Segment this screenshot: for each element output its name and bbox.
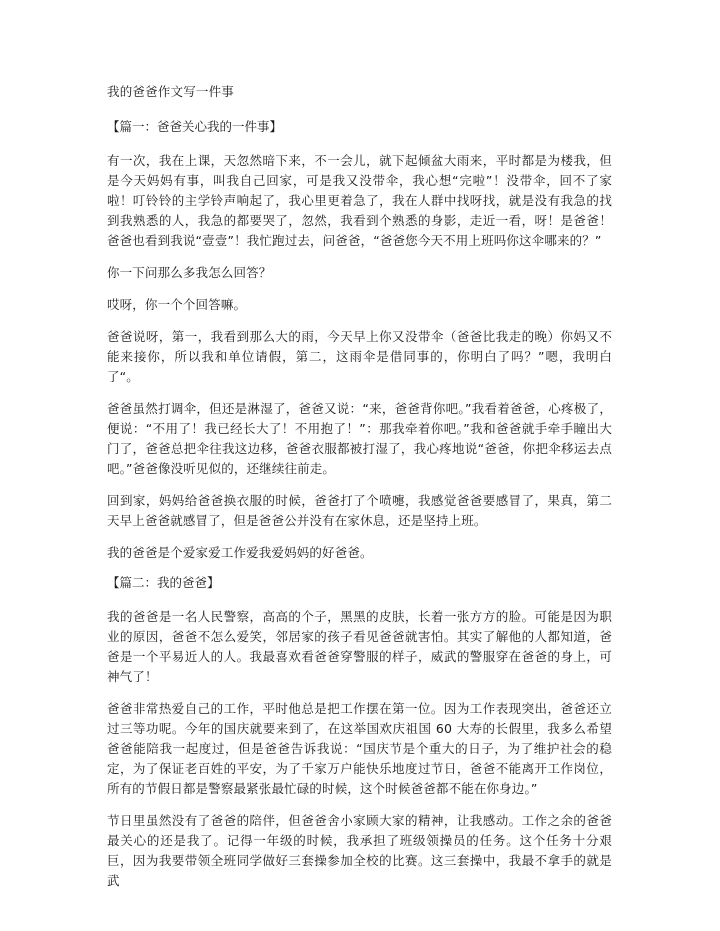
paragraph: 节日里虽然没有了爸爸的陪伴，但爸爸舍小家顾大家的精神，让我感动。工作之余的爸爸最关心的还是我了。记得一年级的时候，我承担了班级领操员的任务。这个任务十分艰巨，因为我要带领全班同学做好三套操参加全校的比赛。这三套操中，我最不拿手的就是武 (107, 813, 612, 888)
paragraph: 哎呀，你一个个回答嘛。 (107, 297, 247, 312)
paragraph: 爸爸说呀，第一，我看到那么大的雨，今天早上你又没带伞（爸爸比我走的晚）你妈又不能来接你，所以我和单位请假，第二，这雨伞是借同事的，你明白了吗？”嗯，我明白了“。 (107, 329, 612, 384)
section-heading: 【篇二：我的爸爸】 (107, 575, 220, 590)
section-2 (107, 575, 612, 891)
paragraph: 有一次，我在上课，天忽然暗下来，不一会儿，就下起倾盆大雨来，平时都是为楼我，但是今天妈妈有事，叫我自己回家，可是我又没带伞，我心想“完啦”！没带伞，回不了家啦！叮铃铃的主学铃声响起了，我心里更着急了，我在人群中找呀找，就是没有我急的找到我熟悉的人，我急的都要哭了，忽然，我看到个熟悉的身影，走近一看，呀！是爸爸！爸爸也看到我说“壹壹”！我忙跑过去，问爸爸，“爸爸您今天不用上班吗你这伞哪来的？” (107, 153, 612, 248)
paragraph: 我的爸爸是个爱家爱工作爱我爱妈妈的好爸爸。 (107, 545, 373, 560)
paragraph: 你一下问那么多我怎么回答？ (107, 265, 272, 280)
section-heading: 【篇一：爸爸关心我的一件事】 (107, 119, 283, 134)
document-title: 我的爸爸作文写一件事 (107, 84, 235, 99)
section-1 (107, 119, 612, 563)
paragraph: 回到家，妈妈给爸爸换衣服的时候，爸爸打了个喷嚏，我感觉爸爸要感冒了，果真，第二天早上爸爸就感冒了，但是爸爸公并没有在家休息，还是坚持上班。 (107, 493, 612, 528)
document-page (107, 84, 612, 903)
paragraph: 爸爸虽然打调伞，但还是淋湿了，爸爸又说：“来，爸爸背你吧。”我看着爸爸，心疼极了，便说：“不用了！我已经长大了！不用抱了！”：那我牵着你吧。”我和爸爸就手牵手瞳出大门了，爸爸总把伞往我这边移，爸爸衣服都被打湿了，我心疼地说“爸爸，你把伞移运去点吧。”爸爸像没听见似的，还继续往前走。 (107, 401, 612, 476)
paragraph: 我的爸爸是一名人民警察，高高的个子，黑黑的皮肤，长着一张方方的脸。可能是因为职业的原因，爸爸不怎么爱笑，邻居家的孩子看见爸爸就害怕。其实了解他的人都知道，爸爸是一个平易近人的人。我最喜欢看爸爸穿警服的样子，威武的警服穿在爸爸的身上，可神气了！ (107, 609, 612, 684)
paragraph: 爸爸非常热爱自己的工作，平时他总是把工作摆在第一位。因为工作表现突出，爸爸还立过三等功呢。今年的国庆就要来到了，在这举国欢庆祖国 60 大寿的长假里，我多么希望爸爸能陪我一起度过，但是爸爸告诉我说：“国庆节是个重大的日子，为了维护社会的稳定，为了保证老百姓的平安，为了千家万户能快乐地度过节日，爸爸不能离开工作岗位，所有的节假日都是警察最紧张最忙碌的时候，这个时候爸爸都不能在你身边。” (107, 701, 612, 796)
